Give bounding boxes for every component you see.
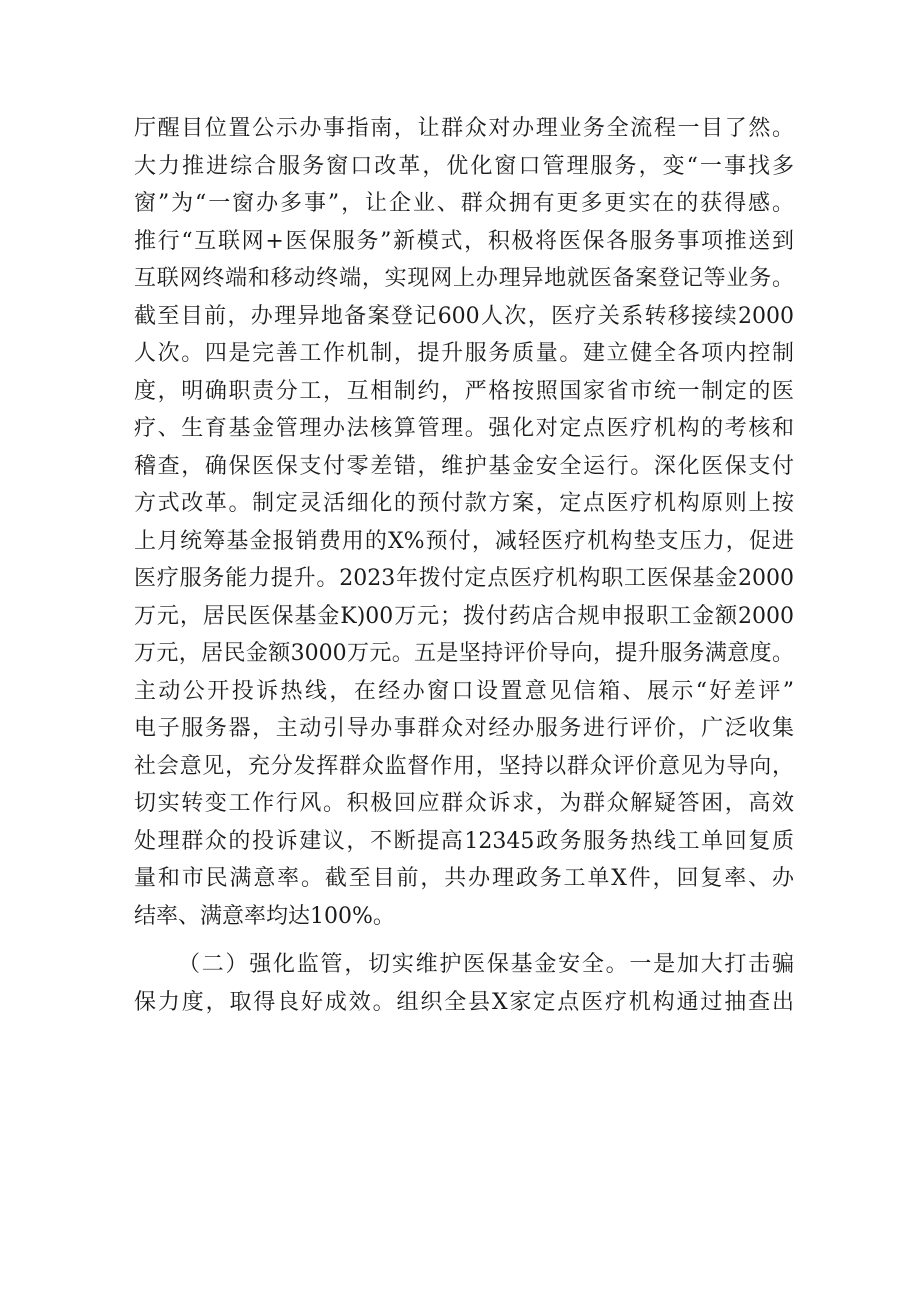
paragraph-1 [134, 110, 794, 935]
text-line: 疗、生育基金管理办法核算管理。强化对定点医疗机构的考核和 [134, 416, 794, 441]
text-line: 万元，居民医保基金K)00万元；拨付药店合规申报职工金额2000 [134, 603, 794, 629]
text-line: 度，明确职责分工，互相制约，严格按照国家省市统一制定的医 [134, 378, 794, 404]
paragraph-gap [134, 935, 794, 946]
text-line: 人次。四是完善工作机制，提升服务质量。建立健全各项内控制 [134, 341, 794, 366]
text-line: 保力度，取得良好成效。组织全县X家定点医疗机构通过抽查出 [134, 989, 794, 1015]
paragraph-2 [134, 946, 794, 1021]
text-line: 厅醒目位置公示办事指南，让群众对办理业务全流程一目了然。 [134, 116, 794, 141]
document-body [134, 110, 794, 1021]
text-line: 社会意见，充分发挥群众监督作用，坚持以群众评价意见为导向， [134, 753, 794, 779]
text-line: 大力推进综合服务窗口改革，优化窗口管理服务，变“一事找多 [134, 153, 794, 179]
text-line: 主动公开投诉热线，在经办窗口设置意见信箱、展示“好差评” [134, 678, 794, 704]
text-line: 上月统筹基金报销费用的X%预付，减轻医疗机构垫支压力，促进 [134, 528, 794, 554]
text-line: 处理群众的投诉建议，不断提高12345政务服务热线工单回复质 [134, 828, 794, 854]
text-line: 电子服务器，主动引导办事群众对经办服务进行评价，广泛收集 [134, 716, 794, 741]
text-line: 截至目前，办理异地备案登记600人次，医疗关系转移接续2000 [134, 303, 794, 329]
text-line: 稽查，确保医保支付零差错，维护基金安全运行。深化医保支付 [134, 453, 794, 479]
text-line: 量和市民满意率。截至目前，共办理政务工单X件，回复率、办 [134, 866, 794, 891]
text-line: 互联网终端和移动终端，实现网上办理异地就医备案登记等业务。 [134, 266, 794, 291]
text-line: 方式改革。制定灵活细化的预付款方案，定点医疗机构原则上按 [134, 491, 794, 516]
section-heading-line: （二）强化监管，切实维护医保基金安全。一是加大打击骗 [178, 952, 794, 977]
text-line: 窗”为“一窗办多事”，让企业、群众拥有更多更实在的获得感。 [134, 191, 794, 216]
text-line: 医疗服务能力提升。2023年拨付定点医疗机构职工医保基金2000 [134, 566, 794, 591]
text-line: 推行“互联网+医保服务”新模式，积极将医保各服务事项推送到 [134, 228, 794, 254]
text-line: 结率、满意率均达100%。 [134, 903, 395, 929]
text-line: 万元，居民金额3000万元。五是坚持评价导向，提升服务满意度。 [134, 641, 794, 666]
text-line: 切实转变工作行风。积极回应群众诉求，为群众解疑答困，高效 [134, 791, 794, 816]
